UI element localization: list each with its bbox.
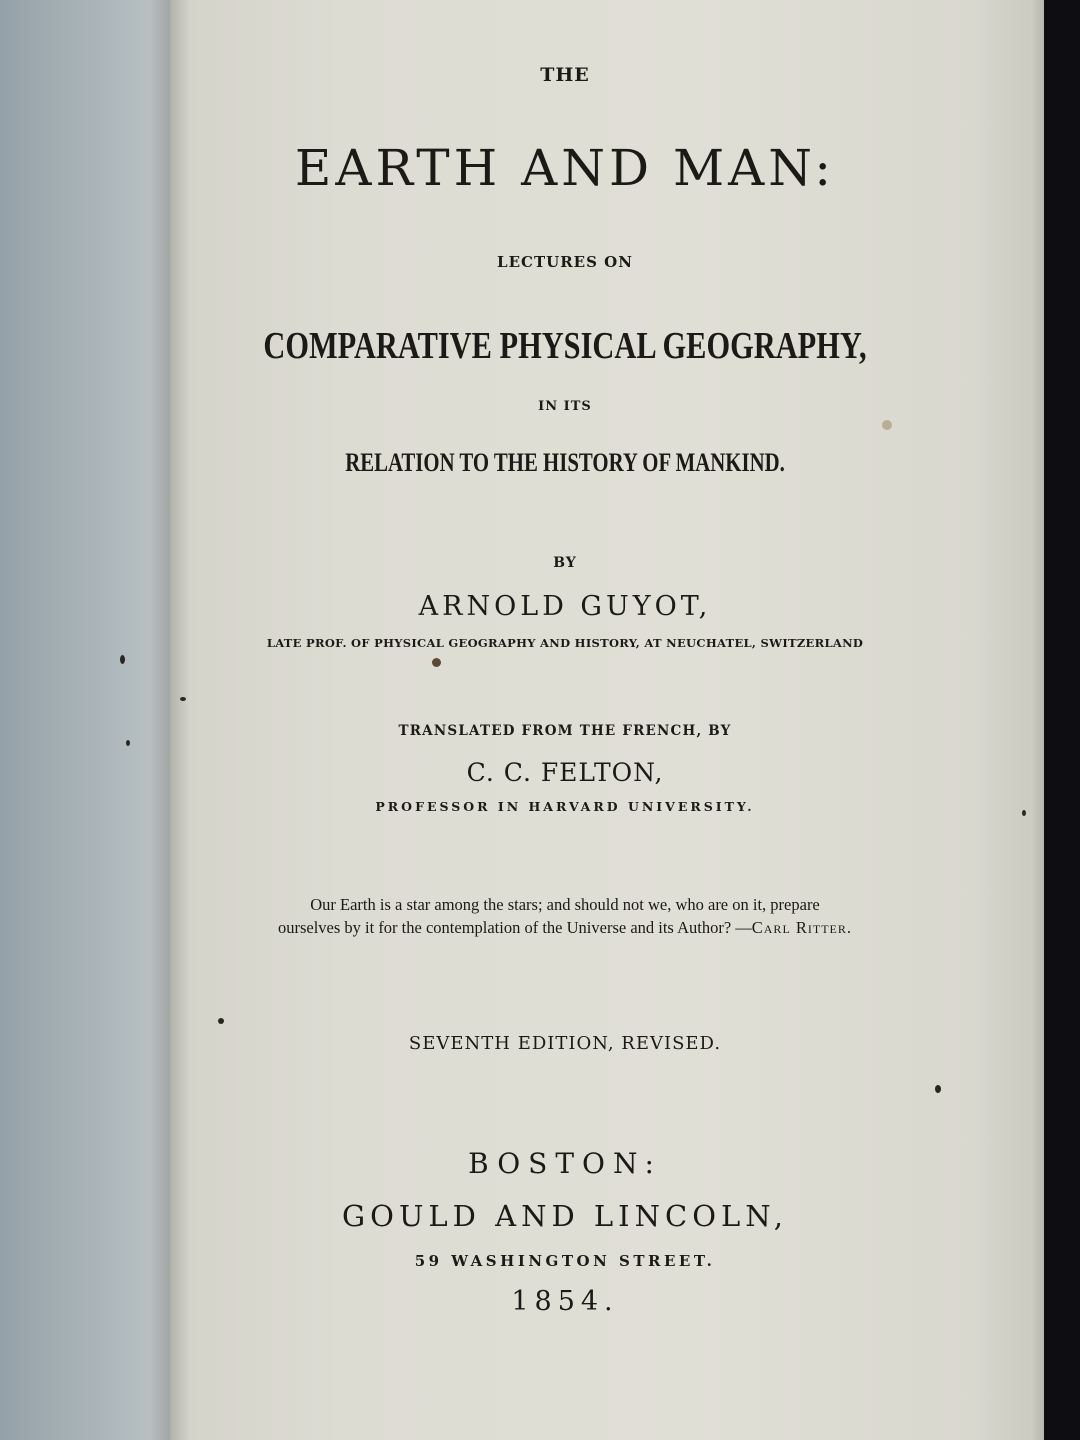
epigraph-text: ourselves by it for the contemplation of the Universe and its Author? — xyxy=(277,918,752,937)
title-article: THE xyxy=(540,64,590,86)
by-label: BY xyxy=(553,555,577,571)
foxing-spot xyxy=(432,658,441,667)
translator-title: PROFESSOR IN HARVARD UNIVERSITY. xyxy=(375,799,755,814)
imprint-address: 59 WASHINGTON STREET. xyxy=(414,1252,716,1270)
epigraph-line-2 xyxy=(205,920,925,937)
foxing-spot xyxy=(1022,810,1026,816)
foxing-spot xyxy=(218,1018,224,1024)
page-edge xyxy=(1030,0,1044,1440)
edition: SEVENTH EDITION, REVISED. xyxy=(408,1033,722,1054)
foxing-spot xyxy=(126,740,130,746)
foxing-spot xyxy=(882,420,892,430)
foxing-spot xyxy=(120,655,125,664)
imprint-publisher: GOULD AND LINCOLN, xyxy=(342,1199,788,1233)
subtitle-relation: RELATION TO THE HISTORY OF MANKIND. xyxy=(345,448,785,477)
imprint-city: BOSTON: xyxy=(468,1147,662,1180)
epigraph-attribution: Carl Ritter. xyxy=(751,918,853,937)
translator-name: C. C. FELTON, xyxy=(466,758,664,787)
translated-by-label: TRANSLATED FROM THE FRENCH, BY xyxy=(398,723,732,739)
foxing-spot xyxy=(935,1085,941,1093)
foxing-spot xyxy=(180,697,186,701)
author-name: ARNOLD GUYOT, xyxy=(418,591,712,622)
subtitle-subject: COMPARATIVE PHYSICAL GEOGRAPHY, xyxy=(263,325,867,367)
subtitle-lectures-on: LECTURES ON xyxy=(497,253,633,271)
subtitle-in-its: IN ITS xyxy=(538,399,592,414)
author-title: LATE PROF. OF PHYSICAL GEOGRAPHY AND HISTORY, AT NEUCHATEL, SWITZERLAND xyxy=(266,636,864,650)
imprint-year: 1854. xyxy=(511,1286,619,1317)
book-cover-edge xyxy=(0,0,170,1440)
epigraph-line-1: Our Earth is a star among the stars; and should not we, who are on it, prepare xyxy=(310,895,820,914)
book-title: EARTH AND MAN: xyxy=(294,139,836,197)
